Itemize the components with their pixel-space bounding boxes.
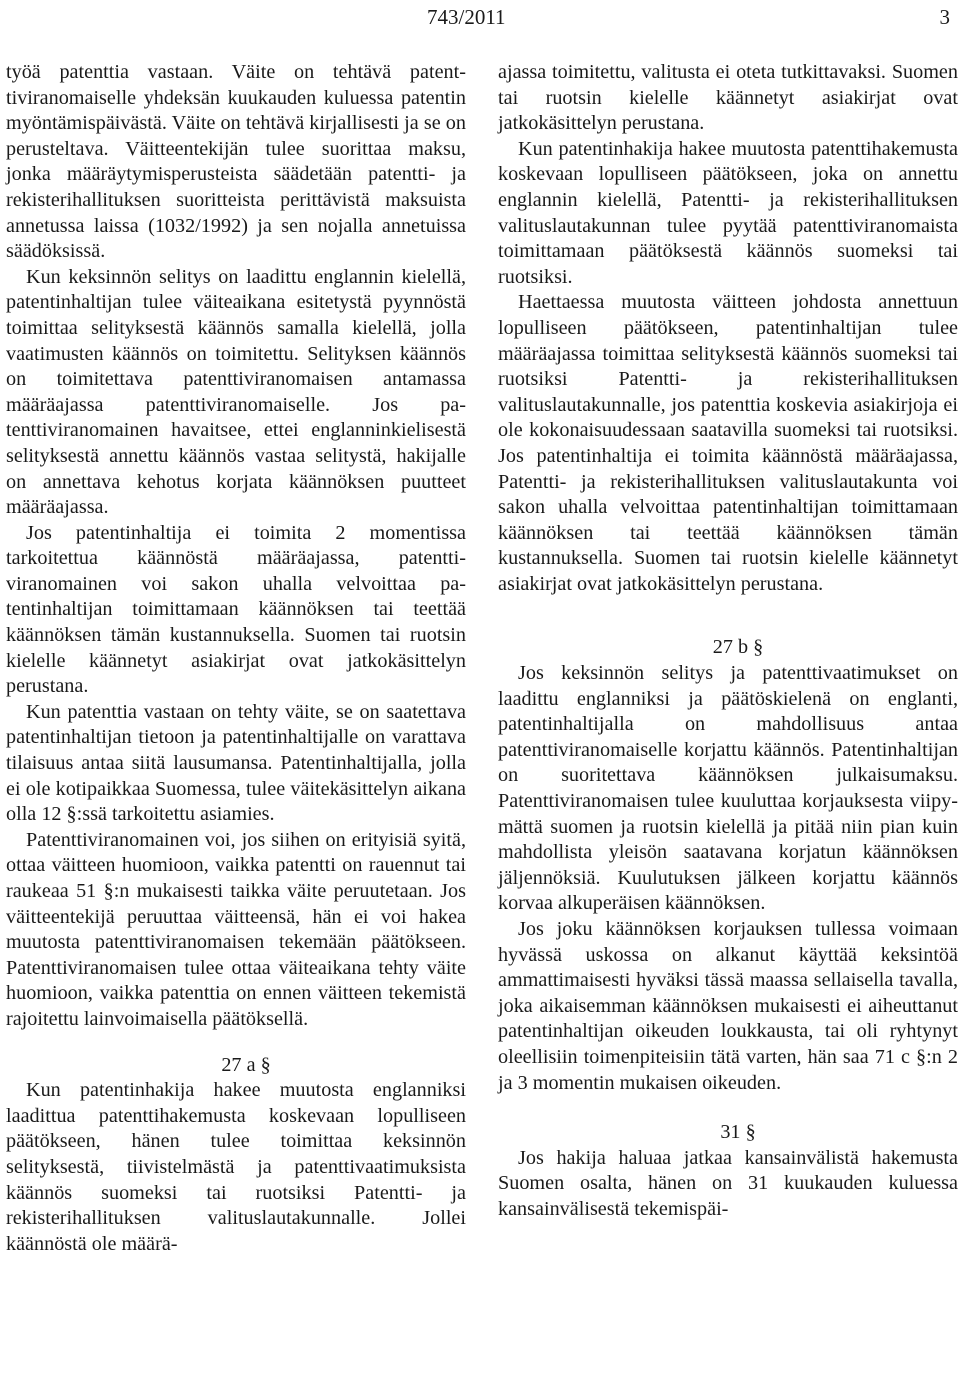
- paragraph: ajassa toimitettu, valitusta ei oteta tutkittavaksi. Suomen tai ruotsin kielelle käännetyt asiakirjat ovat jatkokäsittelyn perustana.: [498, 61, 958, 135]
- paragraph: Jos joku käännöksen korjauksen tullessa voimaan hyvässä uskossa on alkanut käyttää keksintöä ammattimaisesti hyväksi tässä maassa sellaisella tavalla, joka aikaisemman käännöksen mukaisesti ei aiheuttanut patentinhaltijan oikeuden loukkausta, tai oli ryhtynyt oleellisiin toimenpiteisiin tätä varten, hän saa 71 c §:n 2 ja 3 momentin mukaisen oikeuden.: [498, 918, 958, 1094]
- section-heading-31: 31 §: [720, 1121, 756, 1144]
- paragraph: Haettaessa muutosta väitteen johdosta annettuun lopulliseen päätökseen, patentinhaltijan tulee määräajassa toimittaa selityksestä käännös suomeksi tai ruotsiksi Patentti- ja rekisterihallituksen valituslautakunnalle, jos patenttia koskevia asiakirjoja ei ole kokonaisuudessaan saatavilla suomeksi tai ruotsiksi. Jos patentinhaltija ei toimita käännöstä määräajassa, Patentti- ja rekisterihallituksen valituslautakunta voi sakon uhalla velvoittaa patentinhaltijan toimittamaan käännöksen tai teettää käännöksen tämän kustannuksella. Suomen tai ruotsin kielelle käännetyt asiakirjat ovat jatkokäsittelyn perustana.: [498, 291, 958, 595]
- paragraph: Jos patentinhaltija ei toimita 2 momentissa tarkoitettua käännöstä määräajassa, patenttiviranomainen voi sakon uhalla velvoittaa patentinhaltijan toimittamaan käännöksen tai teettää käännöksen tämän kustannuksella. Suomen tai ruotsin kielelle käännetyt asiakirjat ovat jatkokäsittelyn perustana.: [6, 521, 466, 698]
- page-number: 3: [939, 5, 950, 29]
- document-number: 743/2011: [427, 5, 506, 29]
- section-heading-27b: 27 b §: [712, 636, 764, 659]
- page-header: [0, 4, 960, 30]
- paragraph: Kun keksinnön selitys on laadittu englannin kielellä, patentinhaltijan tulee väiteaikana esitetystä pyynnöstä toimittaa selityksestä käännös samalla kielellä, jolla vaatimusten käännös on toimitettu. Selityksen käännös on toimitettava patenttiviranomaisen antamassa määräajassa patenttiviranomaiselle. Jos patenttiviranomainen havaitsee, ettei englanninkielisestä selityksestä annettu käännös vastaa selitystä, hakijalle on annettava kehotus korjata käännöksen puutteet määräajassa.: [6, 265, 466, 519]
- paragraph: Jos keksinnön selitys ja patenttivaatimukset on laadittu englanniksi ja päätöskielenä on englanti, patentinhaltijalla on mahdollisuus antaa patenttiviranomaiselle korjattu käännös. Patentinhaltijan on suoritettava käännöksen julkaisumaksu. Patenttiviranomaisen tulee kuuluttaa korjauksesta viipymättä suomen ja ruotsin kielellä ja pitää niin pian kuin mahdollista yleisön saatavana korjatun käännöksen jäljennöksiä. Kuulutuksen jälkeen korjattu käännös korvaa alkuperäisen käännöksen.: [498, 662, 958, 915]
- paragraph: Kun patentinhakija hakee muutosta englanniksi laadittua patenttihakemusta koskevaan lopulliseen päätökseen, hänen tulee toimittaa keksinnön selityksestä, tiivistelmästä ja patenttivaatimuksista käännös suomeksi tai ruotsiksi Patentti- ja rekisterihallituksen valituslautakunnalle. Jollei käännöstä ole määrä-: [6, 1079, 466, 1255]
- paragraph: Kun patentinhakija hakee muutosta patenttihakemusta koskevaan lopulliseen päätökseen, joka on annettu englannin kielellä, Patentti- ja rekisterihallituksen valituslautakunnan tulee pyytää patenttiviranomaista toimittamaan päätöksestä käännös suomeksi tai ruotsiksi.: [498, 137, 958, 288]
- paragraph: Jos hakija haluaa jatkaa kansainvälistä hakemusta Suomen osalta, hänen on 31 kuukauden kuluessa kansainvälisestä tekemispäi-: [498, 1146, 958, 1220]
- left-column: [6, 60, 466, 1257]
- paragraph: Patenttiviranomainen voi, jos siihen on erityisiä syitä, ottaa väitteen huomioon, vaikka patentti on rauennut tai raukeaa 51 §:n mukaisesti taikka väite peruutetaan. Jos väitteentekijä peruuttaa väitteensä, hän ei voi hakea muutosta patenttiviranomaisen tekemään päätökseen. Patenttiviranomaisen tulee ottaa väiteaikana tehty väite huomioon, vaikka patenttia on ennen väitteen tekemistä rajoitettu lainvoimaisella päätöksellä.: [6, 828, 466, 1030]
- section-heading-27a: 27 a §: [221, 1053, 271, 1076]
- paragraph: Kun patenttia vastaan on tehty väite, se on saatettava patentinhaltijan tietoon ja patentinhaltijalle on varattava tilaisuus antaa siitä lausumansa. Patentinhaltijalla, jolla ei ole kotipaikkaa Suomessa, tulee väitekäsittelyn aikana olla 12 §:ssä tarkoitettu asiamies.: [6, 700, 466, 826]
- paragraph: työä patenttia vastaan. Väite on tehtävä patenttiviranomaiselle yhdeksän kuukauden kuluessa patentin myöntämispäivästä. Väite on tehtävä kirjallisesti ja se on perusteltava. Väitteentekijän tulee suorittaa maksu, jonka määräytymisperusteista säädetään patentti- ja rekisterihallituksen suoritteista perittävistä maksuista annetussa laissa (1032/1992) ja sen nojalla annetuissa säädöksissä.: [6, 61, 466, 263]
- right-column: [498, 60, 958, 1223]
